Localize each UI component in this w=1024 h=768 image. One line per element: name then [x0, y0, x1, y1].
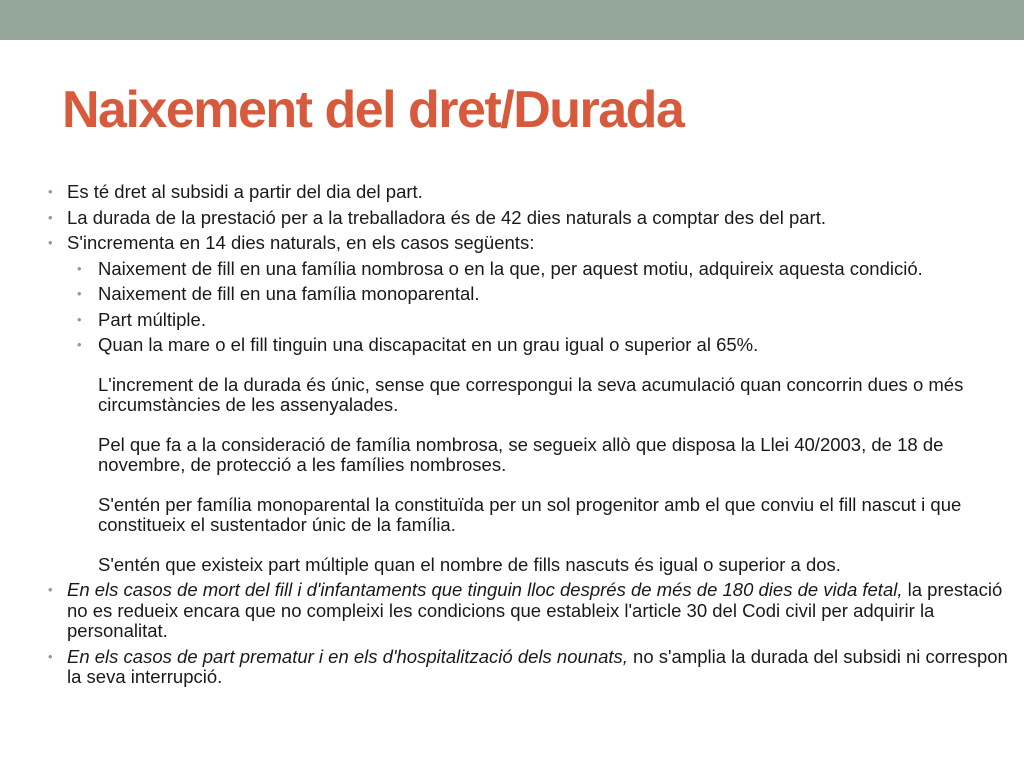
sub-bullet-item [48, 310, 1014, 331]
bullet-icon: • [77, 260, 82, 276]
slide-title: Naixement del dret/Durada [62, 81, 684, 139]
bullet-icon: • [48, 582, 53, 597]
bullet-icon: • [48, 184, 53, 199]
bullet-text: La durada de la prestació per a la treballadora és de 42 dies naturals a comptar des del part. [67, 206, 826, 228]
bullet-text: no s'amplia la durada del subsidi ni correspon la seva interrupció. [67, 645, 1008, 687]
bullet-item [48, 647, 1014, 688]
bullet-icon: • [77, 337, 82, 352]
bullet-text: la prestació no es redueix encara que no compleixi les condicions que estableix l'article 30 del Codi civil per adquirir la personalitat. [67, 579, 1003, 641]
bullet-item [48, 580, 1014, 642]
sub-bullet-item [48, 335, 1014, 356]
bullet-icon: • [48, 235, 53, 250]
bullet-icon: • [77, 286, 82, 301]
sub-bullet-item [48, 259, 1014, 280]
continuation-paragraph: L'increment de la durada és únic, sense que correspongui la seva acumulació quan concorrin dues o més circumstàncies de les assenyalades. [98, 373, 964, 415]
continuation-paragraph: S'entén per família monoparental la constituïda per un sol progenitor amb el que conviu el fill nascut i que constitueix el sustentador únic de la família. [98, 493, 962, 535]
bullet-icon: • [48, 648, 53, 664]
top-accent-bar [0, 0, 1024, 40]
bullet-item [48, 208, 1014, 229]
sub-bullet-text: Quan la mare o el fill tinguin una discapacitat en un grau igual o superior al 65%. [98, 334, 759, 355]
bullet-icon: • [77, 311, 82, 327]
bullet-item [48, 182, 1014, 203]
slide-body [48, 182, 1014, 693]
sub-bullet-text: Naixement de fill en una família monoparental. [98, 283, 480, 304]
bullet-text: S'incrementa en 14 dies naturals, en els casos següents: [67, 232, 535, 253]
continuation-paragraph: S'entén que existeix part múltiple quan el nombre de fills nascuts és igual o superior a dos. [98, 553, 841, 575]
bullet-italic-text: En els casos de mort del fill i d'infantaments que tinguin lloc després de més de 180 dies de vida fetal, [67, 579, 903, 600]
sub-bullet-text: Part múltiple. [98, 308, 206, 330]
sub-bullet-text: Naixement de fill en una família nombrosa o en la que, per aquest motiu, adquireix aquesta condició. [98, 257, 923, 279]
continuation-paragraph: Pel que fa a la consideració de família nombrosa, se segueix allò que disposa la Llei 40/2003, de 18 de novembre, de protecció a les famílies nombroses. [98, 433, 944, 475]
bullet-text: Es té dret al subsidi a partir del dia del part. [67, 181, 423, 202]
bullet-italic-text: En els casos de part prematur i en els d'hospitalització dels nounats, [67, 645, 628, 667]
bullet-item [48, 233, 1014, 254]
bullet-icon: • [48, 209, 53, 225]
sub-bullet-item [48, 284, 1014, 305]
